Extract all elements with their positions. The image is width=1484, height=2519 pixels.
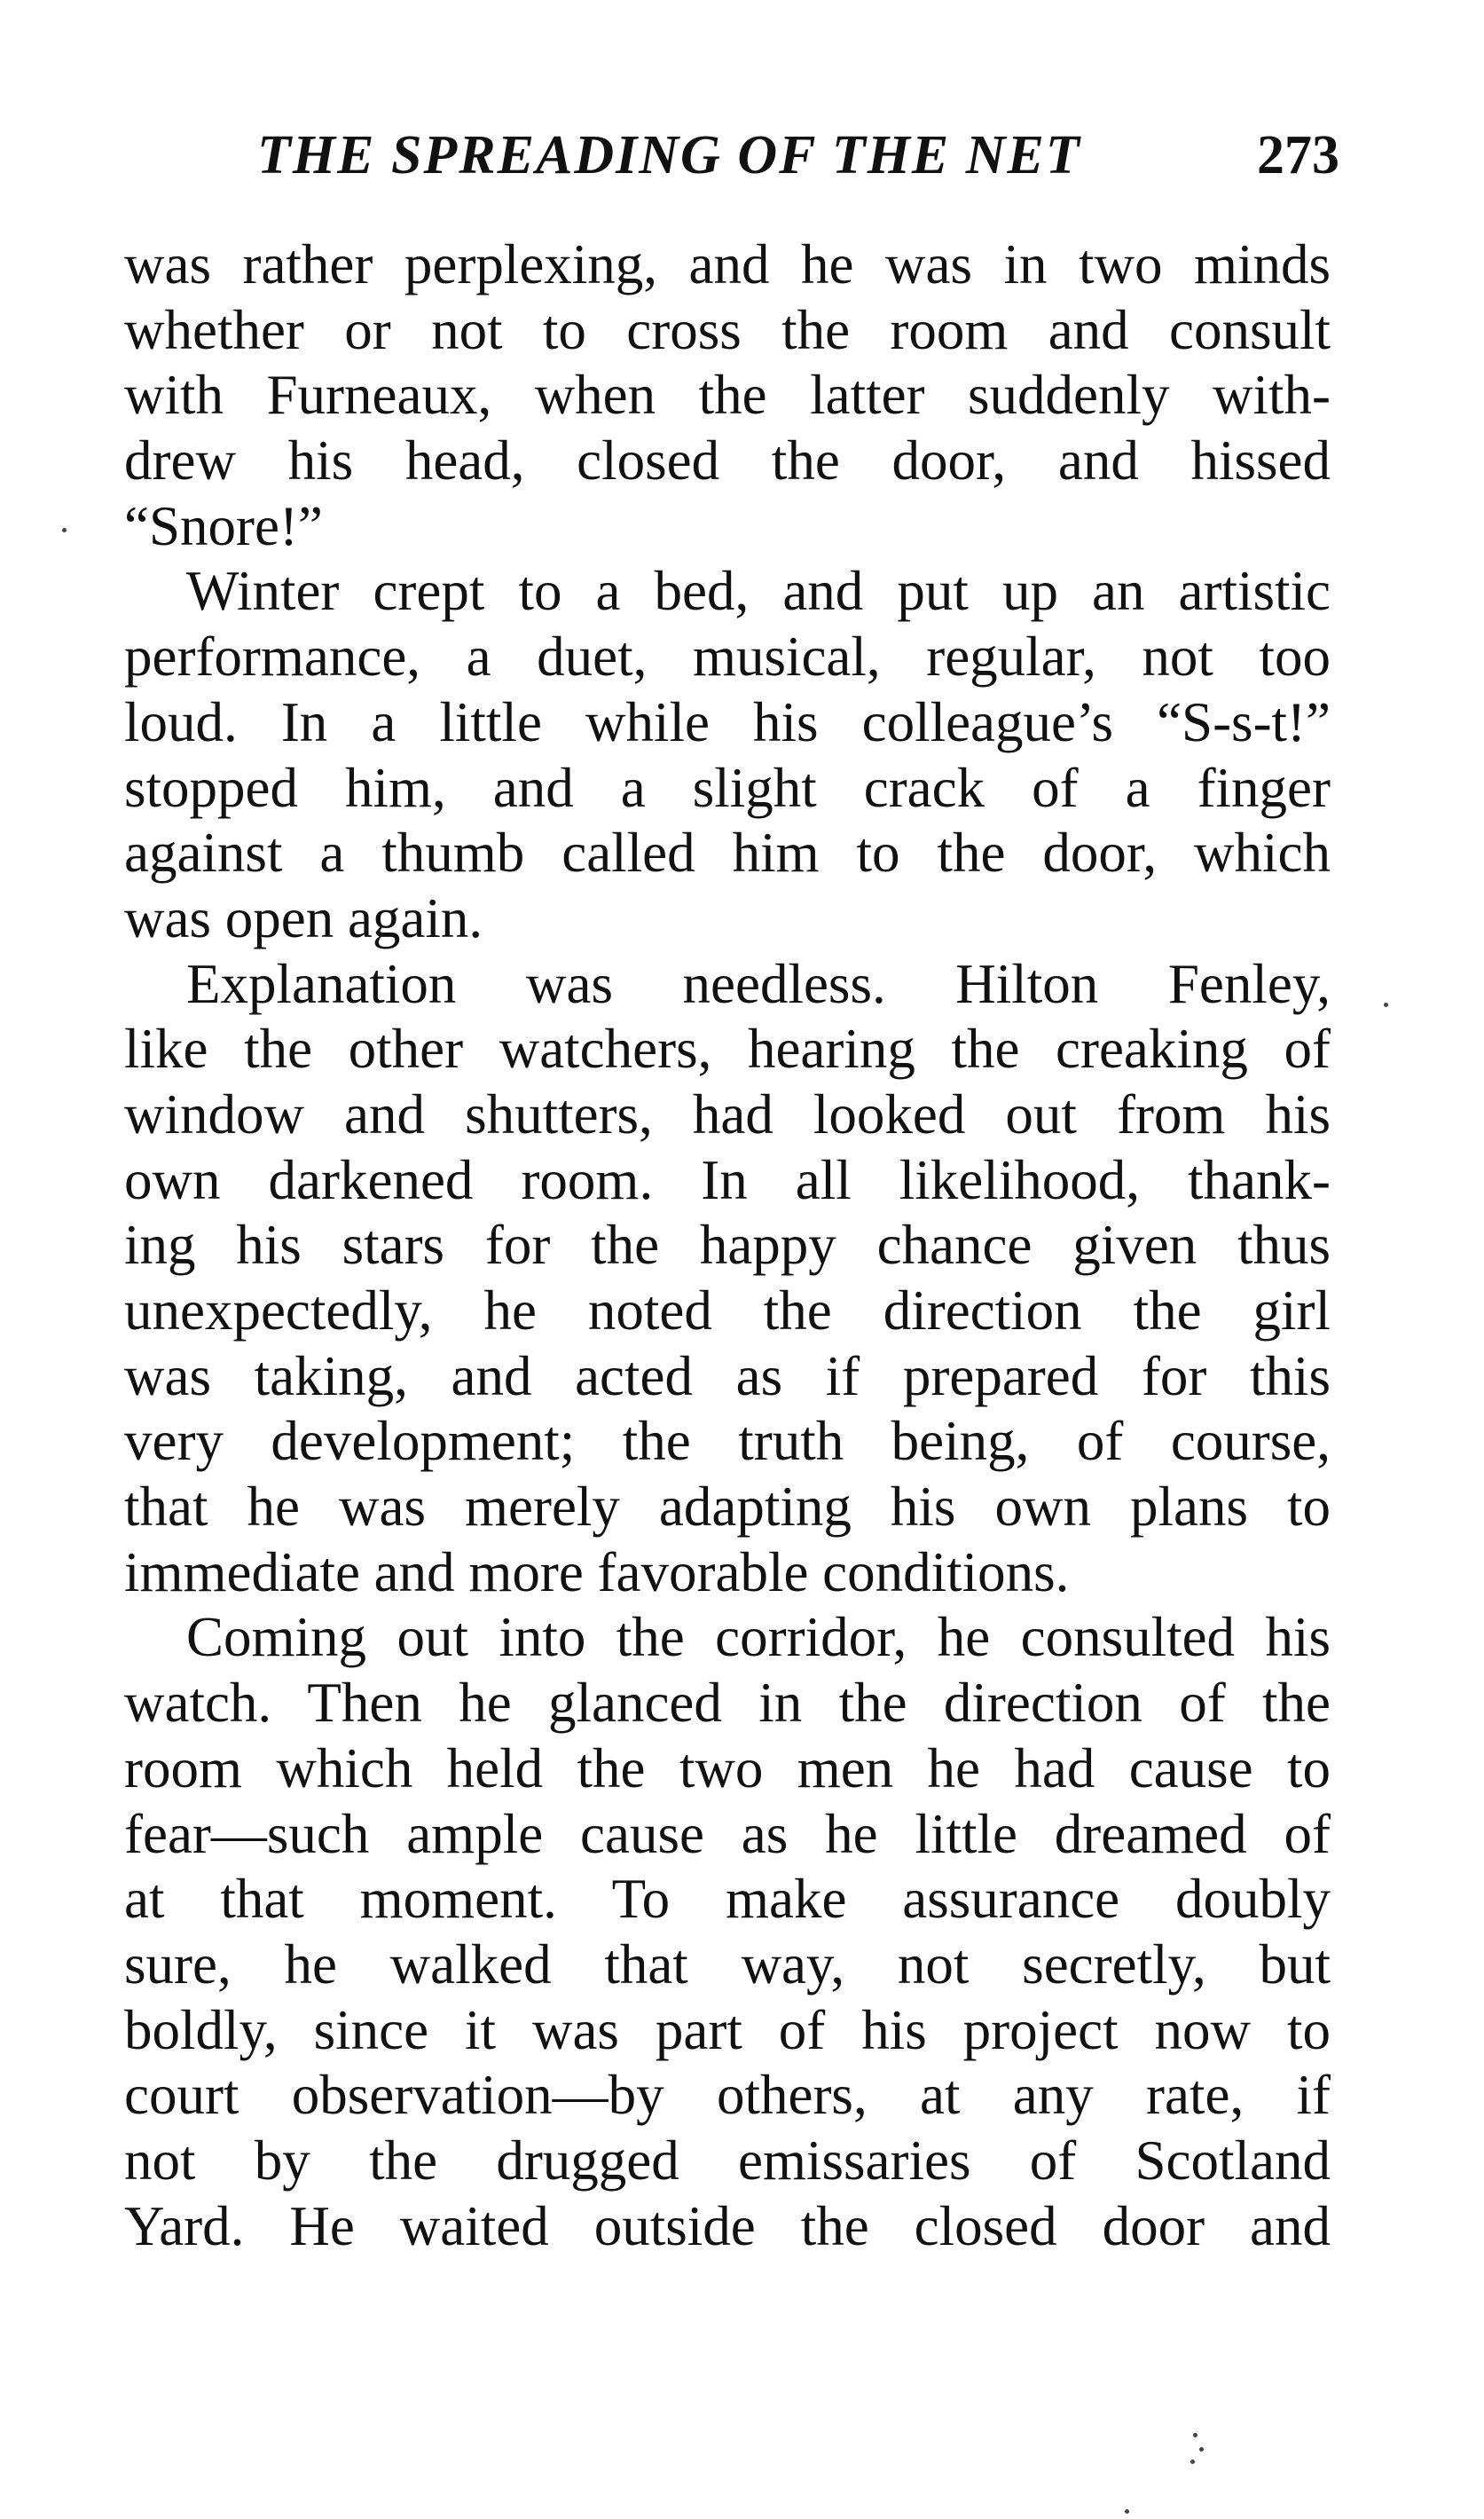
text-line: was rather perplexing, and he was in two minds: [124, 233, 1331, 295]
text-line: “Snore!”: [124, 494, 323, 557]
text-line: watch. Then he glanced in the direction of the: [124, 1672, 1331, 1735]
text-line: court observation—by others, at any rate, if: [124, 2064, 1331, 2127]
text-line: Winter crept to a bed, and put up an artistic: [186, 560, 1331, 623]
text-line: boldly, since it was part of his project now to: [124, 1998, 1331, 2061]
scan-speck: [1190, 2460, 1195, 2464]
text-line: window and shutters, had looked out from his: [124, 1082, 1331, 1145]
text-line: Coming out into the corridor, he consulted his: [186, 1606, 1331, 1669]
text-line: sure, he walked that way, not secretly, but: [124, 1933, 1331, 1996]
text-line: Yard. He waited outside the closed door and: [124, 2194, 1331, 2257]
text-line: was open again.: [124, 886, 483, 949]
paragraph: [124, 952, 1331, 1606]
text-line: stopped him, and a slight crack of a finger: [124, 756, 1331, 819]
scan-speck: [1199, 2447, 1204, 2452]
scan-speck: [1193, 2433, 1197, 2437]
paragraph: [124, 559, 1331, 951]
text-line: very development; the truth being, of course,: [124, 1410, 1331, 1473]
text-line: own darkened room. In all likelihood, thank-: [124, 1148, 1331, 1211]
text-line: fear—such ample cause as he little dreamed of: [124, 1802, 1331, 1865]
text-line: Explanation was needless. Hilton Fenley,: [186, 952, 1331, 1015]
text-line: performance, a duet, musical, regular, not too: [124, 626, 1331, 689]
text-line: unexpectedly, he noted the direction the girl: [124, 1279, 1331, 1342]
paragraph: [124, 232, 1331, 559]
text-line: whether or not to cross the room and consult: [124, 298, 1331, 361]
text-line: that he was merely adapting his own plans to: [124, 1476, 1331, 1539]
running-header: [257, 124, 1339, 204]
scan-speck: [62, 528, 67, 532]
text-line: ing his stars for the happy chance given thus: [124, 1214, 1331, 1277]
scan-speck: [1384, 1003, 1388, 1007]
text-line: not by the drugged emissaries of Scotland: [124, 2129, 1331, 2192]
scan-speck: [1125, 2509, 1129, 2514]
paragraph: [124, 1605, 1331, 2259]
text-line: room which held the two men he had cause to: [124, 1736, 1331, 1799]
text-line: was taking, and acted as if prepared for this: [124, 1344, 1331, 1407]
text-line: like the other watchers, hearing the creaking of: [124, 1018, 1331, 1081]
body-text: [124, 232, 1331, 2259]
text-line: immediate and more favorable conditions.: [124, 1540, 1070, 1603]
running-title: THE SPREADING OF THE NET: [257, 125, 1081, 185]
page-number: 273: [1257, 125, 1339, 185]
text-line: at that moment. To make assurance doubly: [124, 1868, 1331, 1931]
text-line: loud. In a little while his colleague’s “S-s-t!”: [124, 690, 1331, 753]
text-line: against a thumb called him to the door, which: [124, 822, 1331, 885]
text-line: drew his head, closed the door, and hissed: [124, 429, 1331, 492]
text-line: with Furneaux, when the latter suddenly with-: [124, 364, 1331, 427]
